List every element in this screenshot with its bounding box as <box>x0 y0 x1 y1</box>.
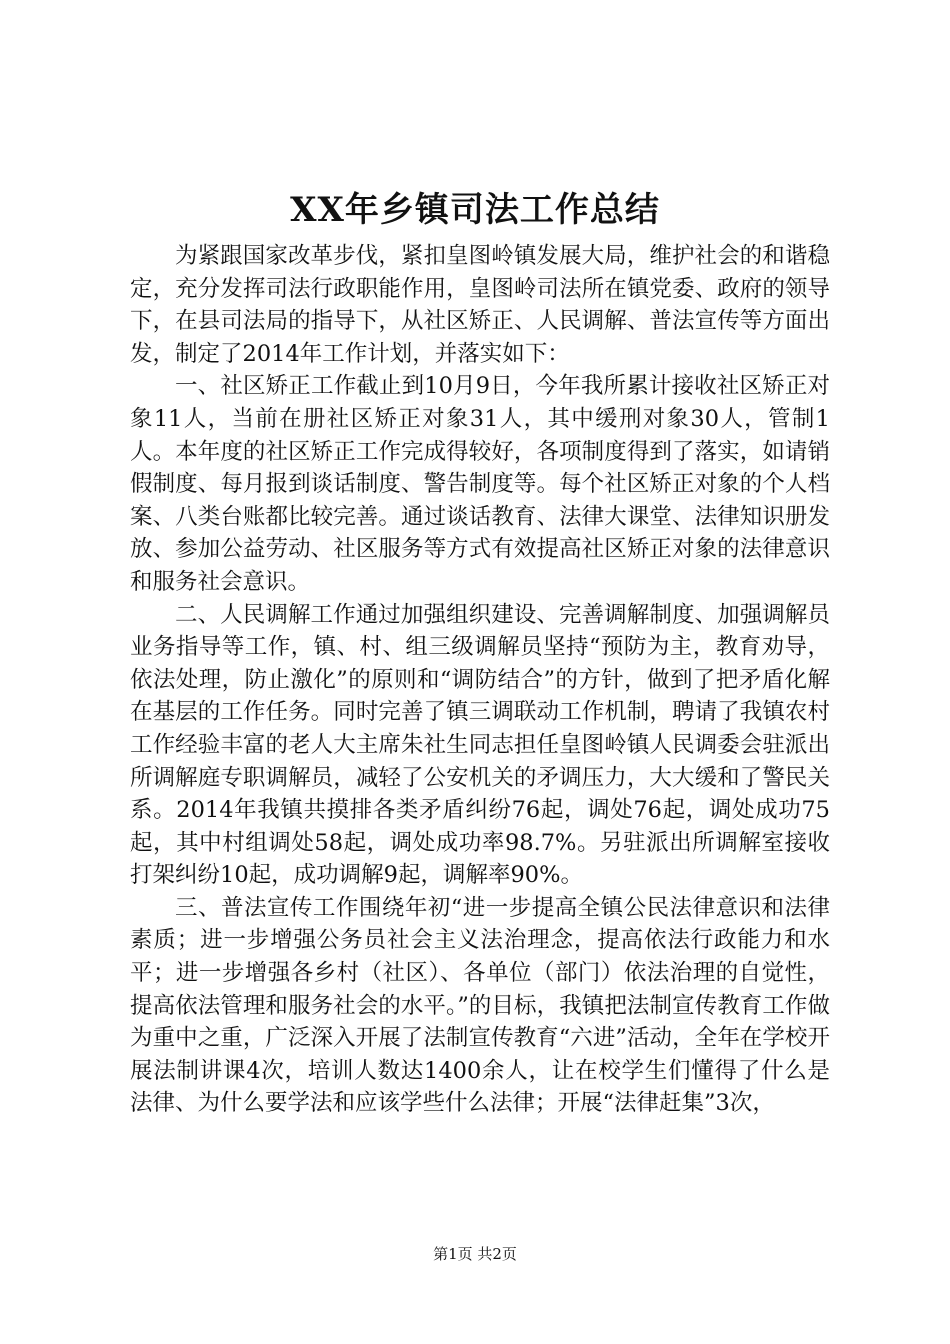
document-body <box>130 240 830 1120</box>
paragraph-legal-publicity: 三、普法宣传工作围绕年初“进一步提高全镇公民法律意识和法律素质；进一步增强公务员社会主义法治理念，提高依法行政能力和水平；进一步增强各乡村（社区）、各单位（部门）依法治理的自觉性，提高依法管理和服务社会的水平。”的目标，我镇把法制宣传教育工作做为重中之重，广泛深入开展了法制宣传教育“六进”活动，全年在学校开展法制讲课4次，培训人数达1400余人，让在校学生们懂得了什么是法律、为什么要学法和应该学些什么法律；开展“法律赶集”3次， <box>130 894 830 1117</box>
page-footer: 第1页 共2页 <box>433 1245 517 1263</box>
paragraph-mediation: 二、人民调解工作通过加强组织建设、完善调解制度、加强调解员业务指导等工作，镇、村、组三级调解员坚持“预防为主，教育劝导，依法处理，防止激化”的原则和“调防结合”的方针，做到了把矛盾化解在基层的工作任务。同时完善了镇三调联动工作机制，聘请了我镇农村工作经验丰富的老人大主席朱社生同志担任皇图岭镇人民调委会驻派出所调解庭专职调解员，减轻了公安机关的矛调压力，大大缓和了警民关系。2014年我镇共摸排各类矛盾纠纷76起，调处76起，调处成功75起，其中村组调处58起，调处成功率98.7%。另驻派出所调解室接收打架纠纷10起，成功调解9起，调解率90%。 <box>130 601 830 889</box>
document-title: XX年乡镇司法工作总结 <box>290 190 660 230</box>
paragraph-intro: 为紧跟国家改革步伐，紧扣皇图岭镇发展大局，维护社会的和谐稳定，充分发挥司法行政职能作用，皇图岭司法所在镇党委、政府的领导下，在县司法局的指导下，从社区矫正、人民调解、普法宣传等方面出发，制定了2014年工作计划，并落实如下： <box>130 243 830 367</box>
paragraph-community-correction: 一、社区矫正工作截止到10月9日，今年我所累计接收社区矫正对象11人，当前在册社区矫正对象31人，其中缓刑对象30人，管制1人。本年度的社区矫正工作完成得较好，各项制度得到了落实，如请销假制度、每月报到谈话制度、警告制度等。每个社区矫正对象的个人档案、八类台账都比较完善。通过谈话教育、法律大课堂、法律知识册发放、参加公益劳动、社区服务等方式有效提高社区矫正对象的法律意识和服务社会意识。 <box>130 373 830 595</box>
